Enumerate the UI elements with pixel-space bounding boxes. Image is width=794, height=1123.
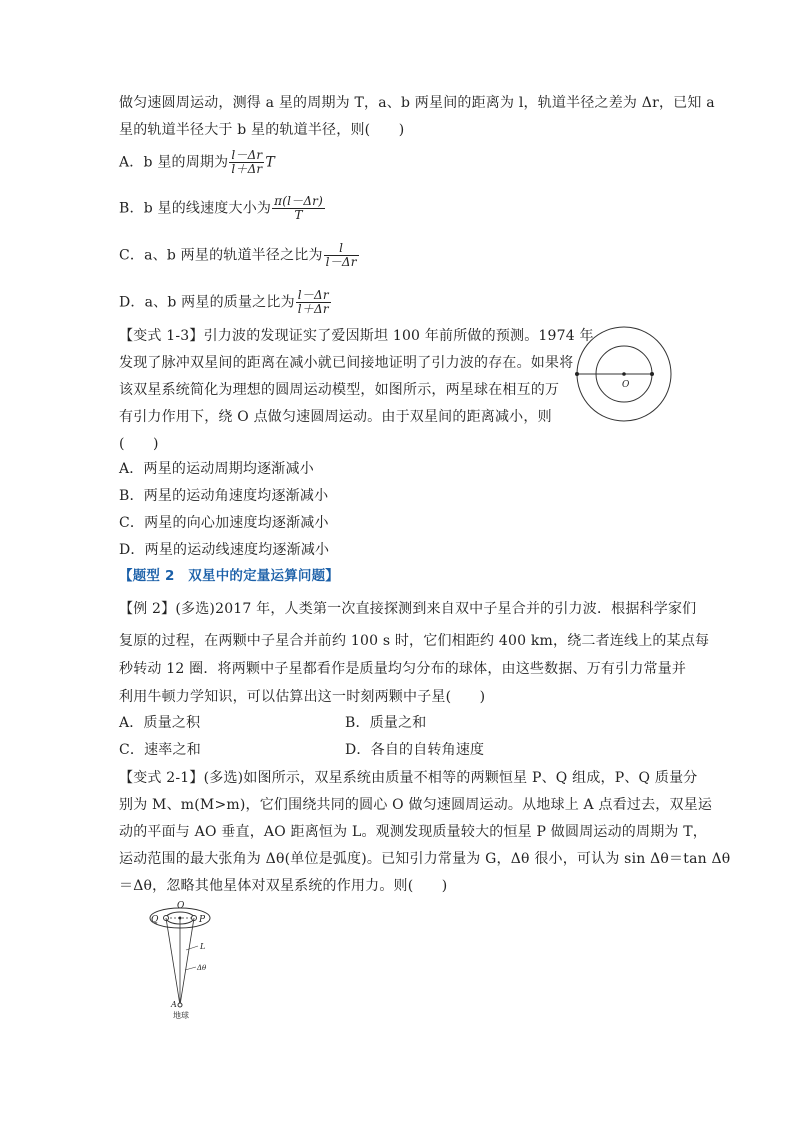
- variant13-line-4: 有引力作用下，绕 O 点做匀速圆周运动。由于双星间的距离减小，则: [119, 409, 552, 425]
- option-c-prefix: C．a、b 两星的轨道半径之比为: [119, 247, 323, 264]
- example2-line-1: 【例 2】(多选)2017 年，人类第一次直接探测到来自双中子星合并的引力波．根据科学家们: [119, 601, 697, 617]
- example2-option-d: D．各自的自转角速度: [345, 742, 485, 758]
- option-c-denominator: l－Δr: [325, 255, 357, 269]
- option-c-fraction: [324, 242, 359, 269]
- sight-line-q: [166, 918, 180, 1005]
- star-inner: [650, 372, 654, 376]
- option-a-denominator: l＋Δr: [231, 162, 263, 176]
- q1-option-b: [119, 195, 326, 222]
- option-b-denominator: T: [294, 208, 303, 222]
- earth-observation-figure: [140, 898, 230, 1022]
- label-dtheta: Δθ: [197, 964, 207, 972]
- variant21-line-5: ＝Δθ，忽略其他星体对双星系统的作用力。则( ): [119, 878, 448, 894]
- label-l: L: [200, 942, 206, 951]
- variant13-option-a: A．两星的运动周期均逐渐减小: [119, 461, 314, 477]
- intro-line-1: 做匀速圆周运动，测得 a 星的周期为 T，a、b 两星间的距离为 l，轨道半径之差为 Δr，已知 a: [119, 95, 715, 111]
- variant13-line-3: 该双星系统简化为理想的圆周运动模型，如图所示，两星球在相互的万: [119, 382, 560, 398]
- option-d-denominator: l＋Δr: [297, 302, 329, 316]
- option-c-numerator: l: [324, 242, 359, 256]
- variant21-line-3: 动的平面与 AO 垂直，AO 距离恒为 L。观测发现质量较大的恒星 P 做圆周运动的周期为 T，: [119, 824, 707, 840]
- binary-orbit-figure: [574, 324, 674, 424]
- q1-option-c: [119, 242, 360, 269]
- example2-option-c: C．速率之和: [119, 742, 201, 758]
- variant13-line-5: ( ): [119, 436, 159, 452]
- label-a: A: [171, 1000, 177, 1009]
- dtheta-leader: [185, 967, 196, 970]
- example2-line-3: 秒转动 12 圈．将两颗中子星都看作是质量均匀分布的球体，由这些数据、万有引力常量并: [119, 661, 687, 677]
- center-point: [622, 372, 626, 376]
- variant13-option-d: D．两星的运动线速度均逐渐减小: [119, 542, 330, 558]
- label-p: P: [199, 915, 206, 925]
- option-a-fraction: [229, 149, 264, 176]
- center-label-o: O: [622, 380, 630, 390]
- example2-line-4: 利用牛顿力学知识，可以估算出这一时刻两颗中子星( ): [119, 689, 486, 705]
- example2-line-2: 复原的过程，在两颗中子星合并前约 100 s 时，它们相距约 400 km，绕二者连线上的某点每: [119, 633, 710, 649]
- option-b-prefix: B．b 星的线速度大小为: [119, 200, 272, 217]
- intro-line-2: 星的轨道半径大于 b 星的轨道半径，则( ): [119, 122, 405, 138]
- l-leader: [186, 946, 198, 950]
- label-earth: 地球: [173, 1011, 189, 1020]
- option-b-fraction: [272, 195, 325, 222]
- variant13-option-b: B．两星的运动角速度均逐渐减小: [119, 488, 329, 504]
- label-o: O: [177, 901, 185, 911]
- variant13-line-2: 发现了脉冲双星间的距离在减小就已间接地证明了引力波的存在。如果将: [119, 355, 574, 371]
- variant21-line-2: 别为 M、m(M>m)，它们围绕共同的圆心 O 做匀速圆周运动。从地球上 A 点看过去，双星运: [119, 797, 713, 813]
- label-q: Q: [151, 915, 159, 925]
- variant21-line-1: 【变式 2-1】(多选)如图所示，双星系统由质量不相等的两颗恒星 P、Q 组成，P、Q 质量分: [119, 770, 698, 786]
- option-a-numerator: l－Δr: [231, 148, 263, 162]
- example2-option-a: A．质量之积: [119, 715, 201, 731]
- option-d-fraction: [296, 289, 331, 316]
- q1-option-d: [119, 289, 332, 316]
- q1-option-a: [119, 149, 275, 176]
- option-a-prefix: A．b 星的周期为: [119, 154, 229, 171]
- option-a-suffix: T: [265, 154, 275, 171]
- example2-option-b: B．质量之和: [345, 715, 427, 731]
- point-a: [178, 1003, 182, 1007]
- variant21-line-4: 运动范围的最大张角为 Δθ(单位是弧度)。已知引力常量为 G，Δθ 很小，可认为 sin Δθ＝tan Δθ: [119, 851, 731, 867]
- variant13-option-c: C．两星的向心加速度均逐渐减小: [119, 515, 329, 531]
- option-d-numerator: l－Δr: [297, 288, 329, 302]
- star-outer: [575, 372, 579, 376]
- sight-line-p: [180, 918, 194, 1005]
- variant13-line-1: 【变式 1-3】引力波的发现证实了爱因斯坦 100 年前所做的预测。1974 年: [119, 328, 594, 344]
- option-d-prefix: D．a、b 两星的质量之比为: [119, 294, 295, 311]
- section-heading: 【题型 2 双星中的定量运算问题】: [119, 568, 339, 584]
- option-b-numerator: π(l－Δr): [274, 194, 323, 208]
